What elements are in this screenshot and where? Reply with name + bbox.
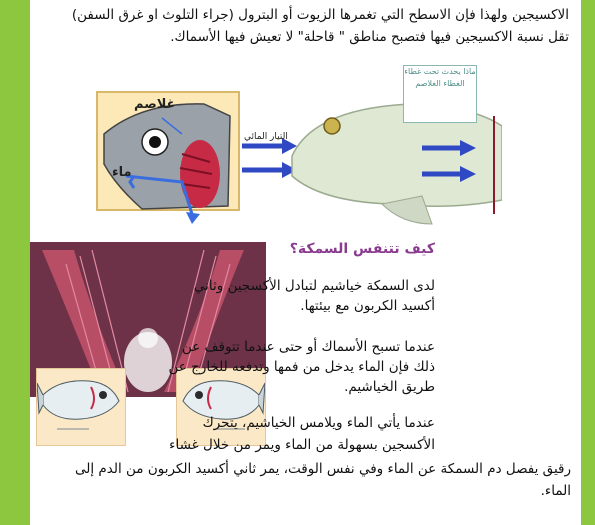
eye-pupil: [149, 136, 161, 148]
fish-thumbnail-right: [176, 368, 266, 446]
fish-thumbnail-left: [36, 368, 126, 446]
p2-line-3: طريق الخياشيم.: [344, 379, 435, 395]
paragraph-top-line-1: الاكسيجين ولهذا فإن الاسطح التي تغمرها الزيوت أو البترول (جراء التلوث او غرق السفن): [71, 7, 569, 23]
label-under-gill-cover: ماذا يحدث تحت غطاء الغطاء الغلاصم: [403, 65, 477, 123]
water-arrow-out: [186, 212, 200, 224]
p2-line-1: عندما تسبح الأسماك أو حتى عندما تتوقف عن: [181, 339, 435, 355]
p3-line-4: الماء.: [540, 483, 571, 499]
p3-line-1: عندما يأتي الماء ويلامس الخياشيم، يتحرك: [202, 415, 435, 431]
p1-line-2: أكسيد الكربون مع بيئتها.: [300, 298, 435, 314]
label-gills: غلاصم: [134, 97, 176, 112]
p3-line-2: الأكسجين بسهولة من الماء ويمر من خلال غشاء: [169, 437, 435, 453]
label-current: التيار المائي: [244, 132, 288, 142]
p2-line-2: ذلك فإن الماء يدخل من فمها وتدفعه للخارج عن: [168, 359, 435, 375]
fish-eye: [324, 118, 340, 134]
label-water: ماء: [112, 165, 132, 180]
paragraph-top-line-2: تقل نسبة الاكسيجين فيها فتصبح مناطق " قاحلة" لا تعيش فيها الأسماك.: [170, 29, 569, 45]
right-green-border: [581, 0, 595, 525]
p3-line-3: رقيق يفصل دم السمكة عن الماء وفي نفس الوقت، يمر ثاني أكسيد الكربون من الدم إلى: [75, 461, 571, 477]
section-heading: كيف تتنفس السمكة؟: [289, 241, 435, 257]
p1-line-1: لدى السمكة خياشيم لتبادل الأكسجين وثاني: [193, 278, 435, 294]
left-green-border: [0, 0, 30, 525]
